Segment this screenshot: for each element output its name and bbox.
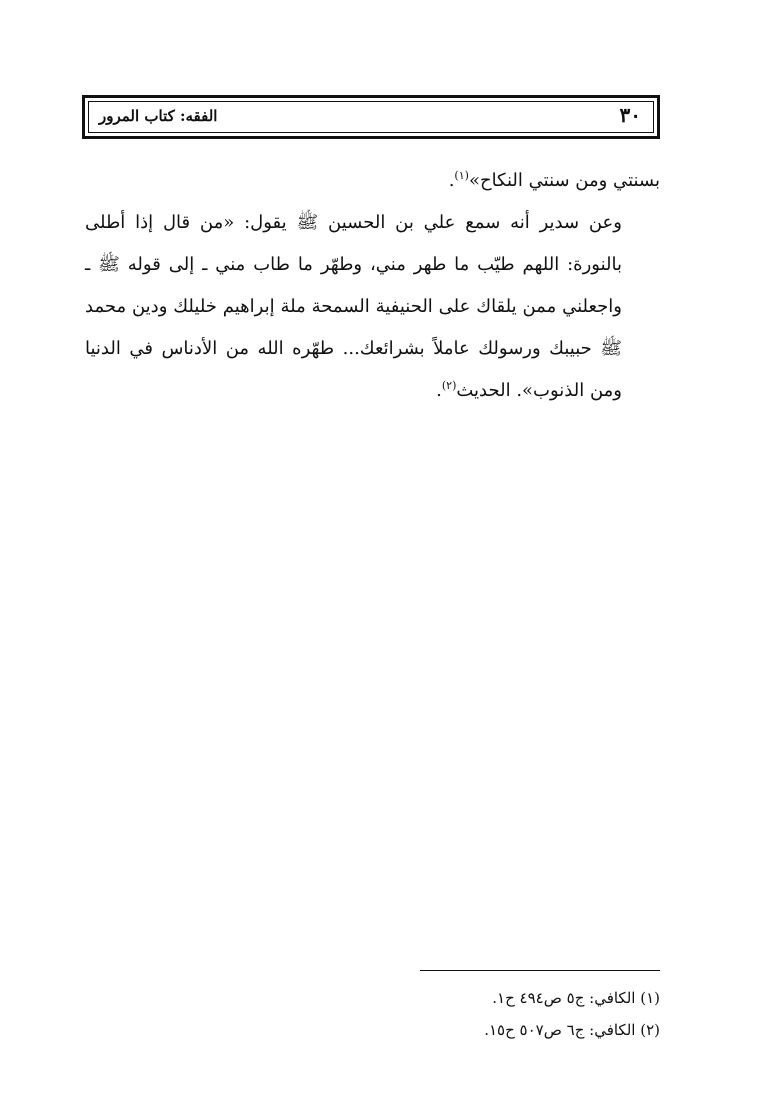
footnote-ref-1: (١) [454,169,469,182]
running-header-title: الفقه: كتاب المرور [99,107,218,125]
paragraph-1 [85,160,660,202]
paragraph-1-end: . [448,170,455,191]
main-text [85,160,660,412]
paragraph-2-text: وعن سدير أنه سمع علي بن الحسين ﷺ يقول: «من قال إذا أطلى بالنورة: اللهم طيّب ما طهر مني، وطهّر ما طاب مني ـ إلى قوله ﷺ ـ واجعلني ممن يلقاك على الحنيفية السمحة ملة إبراهيم خليلك ودين محمد ﷺ حبيبك ورسولك عاملاً بشرائعك... طهّره الله من الأدناس في الدنيا ومن الذنوب». الحديث [85,212,622,401]
footnote-ref-2: (٢) [441,379,457,392]
footnote-separator [420,970,660,971]
footnotes [300,982,660,1046]
paragraph-2 [85,202,660,412]
paragraph-2-end: . [436,380,442,401]
running-header [82,95,660,139]
paragraph-1-text: بسنتي ومن سنتي النكاح» [468,170,660,191]
footnote-2: (٢) الكافي: ج٦ ص٥٠٧ ح١٥. [484,1021,660,1039]
page-number: ٣٠ [619,103,641,127]
footnote-1: (١) الكافي: ج٥ ص٤٩٤ ح١. [492,989,660,1007]
